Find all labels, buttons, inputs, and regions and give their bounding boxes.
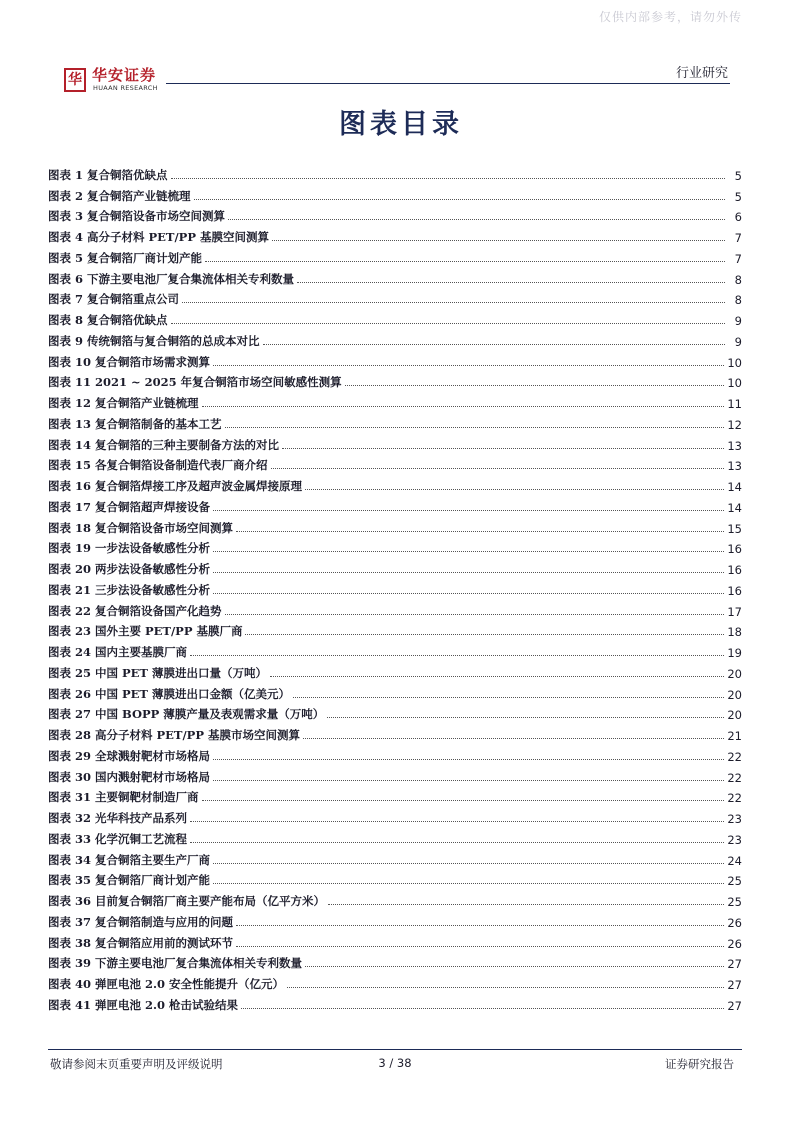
toc-entry-page[interactable]: 10: [727, 355, 742, 370]
toc-entry-label[interactable]: 图表 3 复合铜箔设备市场空间测算: [48, 209, 226, 224]
toc-entry-page[interactable]: 11: [727, 397, 742, 411]
toc-entry-label[interactable]: 图表 41 弹匣电池 2.0 枪击试验结果: [48, 997, 239, 1012]
toc-entry-page[interactable]: 16: [727, 583, 742, 598]
toc-entry-page[interactable]: 6: [734, 210, 742, 225]
toc-entry[interactable]: [48, 992, 742, 1013]
toc-entry-page[interactable]: 13: [727, 438, 742, 453]
toc-leader-dots: [190, 821, 724, 822]
toc-leader-dots: [236, 531, 724, 532]
toc-entry-page[interactable]: 27: [727, 957, 742, 972]
toc-entry-page[interactable]: 18: [727, 625, 742, 640]
toc-entry-label[interactable]: 图表 9 传统铜箔与复合铜箔的总成本对比: [48, 333, 260, 348]
toc-entry[interactable]: [48, 494, 742, 515]
toc-entry-label[interactable]: 图表 2 复合铜箔产业链梳理: [48, 188, 191, 203]
toc-entry[interactable]: [48, 473, 742, 494]
toc-entry[interactable]: [48, 577, 742, 598]
toc-entry[interactable]: [48, 722, 742, 743]
toc-entry-label[interactable]: 图表 38 复合铜箔应用前的测试环节: [48, 935, 234, 950]
toc-leader-dots: [202, 800, 725, 801]
toc-entry[interactable]: [48, 639, 742, 660]
toc-entry-page[interactable]: 12: [727, 417, 742, 432]
watermark: 仅供内部参考，请勿外传: [598, 10, 742, 24]
toc-leader-dots: [213, 780, 724, 781]
toc-entry-page[interactable]: 9: [734, 314, 742, 328]
toc-leader-dots: [213, 593, 724, 594]
toc-entry-label[interactable]: 图表 13 复合铜箔制备的基本工艺: [48, 416, 222, 431]
toc-leader-dots: [194, 199, 725, 200]
toc-entry-page[interactable]: 24: [727, 853, 742, 868]
toc-entry[interactable]: [48, 432, 742, 453]
toc-entry-page[interactable]: 23: [727, 832, 742, 847]
toc-entry[interactable]: [48, 826, 742, 847]
toc-entry-page[interactable]: 27: [727, 998, 742, 1013]
toc-entry[interactable]: [48, 909, 742, 930]
toc-leader-dots: [282, 448, 724, 449]
toc-leader-dots: [182, 302, 725, 303]
toc-entry-label[interactable]: 图表 7 复合铜箔重点公司: [48, 292, 180, 307]
toc-entry-page[interactable]: 14: [727, 500, 742, 515]
toc-entry-label[interactable]: 图表 31 主要铜靶材制造厂商: [48, 790, 199, 805]
toc-leader-dots: [171, 178, 725, 179]
toc-entry[interactable]: [48, 556, 742, 577]
toc-entry-page[interactable]: 27: [727, 978, 742, 992]
toc-entry-label[interactable]: 图表 40 弹匣电池 2.0 安全性能提升（亿元）: [48, 977, 285, 991]
toc-entry[interactable]: [48, 681, 742, 702]
toc-entry-page[interactable]: 13: [727, 459, 742, 474]
toc-entry-label[interactable]: 图表 18 复合铜箔设备市场空间测算: [48, 520, 234, 535]
toc-entry-label[interactable]: 图表 8 复合铜箔优缺点: [48, 313, 168, 327]
footer-divider: [48, 1049, 742, 1050]
toc-entry[interactable]: [48, 930, 742, 951]
page-title: 图表目录: [339, 109, 463, 140]
toc-entry[interactable]: [48, 453, 742, 474]
toc-leader-dots: [205, 261, 725, 262]
toc-entry-page[interactable]: 22: [727, 770, 742, 785]
toc-leader-dots: [213, 863, 724, 864]
toc-leader-dots: [236, 925, 724, 926]
toc-leader-dots: [241, 1008, 724, 1009]
toc-entry-label[interactable]: 图表 6 下游主要电池厂复合集流体相关专利数量: [48, 271, 295, 286]
header-divider: [166, 83, 730, 84]
toc-leader-dots: [293, 697, 724, 698]
toc-leader-dots: [213, 883, 724, 884]
toc-entry-label[interactable]: 图表 23 国外主要 PET/PP 基膜厂商: [48, 624, 243, 639]
toc-entry[interactable]: [48, 971, 742, 992]
toc-entry-label[interactable]: 图表 4 高分子材料 PET/PP 基膜空间测算: [48, 230, 269, 244]
toc-entry-label[interactable]: 图表 20 两步法设备敏感性分析: [48, 562, 211, 576]
toc-leader-dots: [287, 987, 724, 988]
toc-entry-label[interactable]: 图表 15 各复合铜箔设备制造代表厂商介绍: [48, 458, 268, 473]
toc-entry-page[interactable]: 7: [734, 231, 742, 245]
toc-entry[interactable]: [48, 224, 742, 245]
toc-leader-dots: [345, 385, 725, 386]
toc-entry-page[interactable]: 14: [727, 480, 742, 494]
toc-entry[interactable]: [48, 204, 742, 225]
toc-entry-label[interactable]: 图表 27 中国 BOPP 薄膜产量及表观需求量（万吨）: [48, 707, 325, 722]
toc-entry-label[interactable]: 图表 21 三步法设备敏感性分析: [48, 582, 211, 597]
toc-entry[interactable]: [48, 183, 742, 204]
toc-entry-page[interactable]: 26: [727, 915, 742, 930]
table-of-figures: [48, 162, 742, 1013]
toc-leader-dots: [328, 904, 724, 905]
toc-entry-label[interactable]: 图表 35 复合铜箔厂商计划产能: [48, 873, 211, 888]
toc-leader-dots: [297, 282, 725, 283]
toc-entry-label[interactable]: 图表 30 国内溅射靶材市场格局: [48, 769, 211, 784]
toc-entry-page[interactable]: 10: [727, 376, 742, 391]
toc-entry-page[interactable]: 8: [734, 293, 742, 308]
toc-leader-dots: [225, 614, 725, 615]
toc-leader-dots: [213, 365, 724, 366]
toc-entry[interactable]: [48, 951, 742, 972]
toc-entry-page[interactable]: 15: [727, 521, 742, 536]
report-type: 证券研究报告: [665, 1057, 734, 1071]
toc-entry[interactable]: [48, 307, 742, 328]
toc-leader-dots: [270, 676, 724, 677]
toc-entry-label[interactable]: 图表 24 国内主要基膜厂商: [48, 645, 188, 659]
toc-leader-dots: [236, 946, 724, 947]
toc-entry[interactable]: [48, 515, 742, 536]
page-header: [64, 66, 730, 96]
toc-entry[interactable]: [48, 888, 742, 909]
toc-entry-label[interactable]: 图表 34 复合铜箔主要生产厂商: [48, 852, 211, 867]
toc-leader-dots: [190, 842, 724, 843]
toc-entry-label[interactable]: 图表 25 中国 PET 薄膜进出口量（万吨）: [48, 665, 267, 680]
toc-entry-page[interactable]: 22: [727, 791, 742, 806]
toc-entry[interactable]: [48, 785, 742, 806]
logo-mark-icon: 华: [64, 68, 86, 92]
toc-entry-label[interactable]: 图表 1 复合铜箔优缺点: [48, 167, 168, 182]
toc-entry[interactable]: [48, 245, 742, 266]
toc-entry-label[interactable]: 图表 14 复合铜箔的三种主要制备方法的对比: [48, 437, 280, 452]
toc-leader-dots: [245, 634, 724, 635]
toc-leader-dots: [213, 572, 724, 573]
toc-entry-label[interactable]: 图表 29 全球溅射靶材市场格局: [48, 748, 211, 763]
toc-entry[interactable]: [48, 287, 742, 308]
toc-entry-page[interactable]: 19: [727, 646, 742, 660]
toc-entry-page[interactable]: 9: [734, 334, 742, 349]
toc-leader-dots: [305, 966, 724, 967]
toc-entry[interactable]: [48, 411, 742, 432]
toc-entry[interactable]: [48, 619, 742, 640]
toc-entry[interactable]: [48, 764, 742, 785]
toc-leader-dots: [225, 427, 725, 428]
toc-entry-label[interactable]: 图表 28 高分子材料 PET/PP 基膜市场空间测算: [48, 728, 300, 742]
toc-entry[interactable]: [48, 328, 742, 349]
toc-entry[interactable]: [48, 660, 742, 681]
toc-entry[interactable]: [48, 847, 742, 868]
toc-entry-label[interactable]: 图表 32 光华科技产品系列: [48, 811, 188, 825]
toc-entry-page[interactable]: 5: [734, 168, 742, 183]
toc-entry[interactable]: [48, 266, 742, 287]
toc-leader-dots: [327, 717, 724, 718]
toc-entry-label[interactable]: 图表 16 复合铜箔焊接工序及超声波金属焊接原理: [48, 479, 303, 493]
toc-entry[interactable]: [48, 370, 742, 391]
toc-entry[interactable]: [48, 598, 742, 619]
toc-entry-label[interactable]: 图表 5 复合铜箔厂商计划产能: [48, 250, 203, 265]
toc-entry-label[interactable]: 图表 22 复合铜箔设备国产化趋势: [48, 603, 222, 618]
toc-entry-page[interactable]: 22: [727, 749, 742, 764]
toc-entry-page[interactable]: 20: [727, 708, 742, 723]
toc-entry-page[interactable]: 23: [727, 812, 742, 826]
toc-leader-dots: [213, 759, 724, 760]
toc-entry-page[interactable]: 25: [727, 895, 742, 909]
toc-leader-dots: [305, 489, 724, 490]
toc-entry-page[interactable]: 17: [727, 604, 742, 619]
toc-entry-page[interactable]: 16: [727, 563, 742, 577]
toc-entry-page[interactable]: 8: [734, 272, 742, 287]
toc-entry[interactable]: [48, 390, 742, 411]
toc-entry-label[interactable]: 图表 37 复合铜箔制造与应用的问题: [48, 914, 234, 929]
toc-entry-page[interactable]: 20: [727, 687, 742, 702]
toc-entry[interactable]: [48, 162, 742, 183]
toc-entry-page[interactable]: 5: [734, 189, 742, 204]
toc-entry-label[interactable]: 图表 33 化学沉铜工艺流程: [48, 831, 188, 846]
toc-leader-dots: [272, 240, 725, 241]
toc-entry[interactable]: [48, 868, 742, 889]
toc-leader-dots: [202, 406, 725, 407]
section-label: 行业研究: [675, 66, 728, 81]
toc-leader-dots: [263, 344, 725, 345]
toc-leader-dots: [213, 510, 724, 511]
toc-entry-label[interactable]: 图表 10 复合铜箔市场需求测算: [48, 354, 211, 369]
toc-entry[interactable]: [48, 702, 742, 723]
toc-leader-dots: [303, 738, 724, 739]
toc-entry-label[interactable]: 图表 26 中国 PET 薄膜进出口金额（亿美元）: [48, 686, 290, 701]
toc-leader-dots: [271, 468, 725, 469]
toc-leader-dots: [171, 323, 725, 324]
toc-entry-label[interactable]: 图表 17 复合铜箔超声焊接设备: [48, 499, 211, 514]
toc-entry-page[interactable]: 16: [727, 542, 742, 557]
toc-entry-label[interactable]: 图表 11 2021 ~ 2025 年复合铜箔市场空间敏感性测算: [48, 375, 342, 390]
toc-entry-label[interactable]: 图表 36 目前复合铜箔厂商主要产能布局（亿平方米）: [48, 894, 326, 908]
toc-leader-dots: [228, 219, 725, 220]
toc-entry[interactable]: [48, 743, 742, 764]
toc-entry[interactable]: [48, 536, 742, 557]
toc-entry-page[interactable]: 25: [727, 874, 742, 889]
page-footer: [48, 1056, 742, 1074]
toc-entry[interactable]: [48, 349, 742, 370]
toc-entry-page[interactable]: 7: [734, 251, 742, 266]
toc-entry-label[interactable]: 图表 12 复合铜箔产业链梳理: [48, 396, 199, 410]
toc-leader-dots: [213, 551, 724, 552]
page-number: 3 / 38: [378, 1056, 412, 1070]
logo-name-en: HUAAN RESEARCH: [93, 84, 158, 92]
toc-entry-page[interactable]: 20: [727, 666, 742, 681]
toc-entry-page[interactable]: 26: [727, 936, 742, 951]
toc-entry-label[interactable]: 图表 19 一步法设备敏感性分析: [48, 541, 211, 556]
disclaimer-note: 敬请参阅末页重要声明及评级说明: [50, 1057, 223, 1071]
toc-leader-dots: [190, 655, 724, 656]
toc-entry[interactable]: [48, 805, 742, 826]
toc-entry-label[interactable]: 图表 39 下游主要电池厂复合集流体相关专利数量: [48, 956, 303, 971]
toc-entry-page[interactable]: 21: [727, 729, 742, 743]
logo-name-cn: 华安证券: [92, 66, 157, 84]
